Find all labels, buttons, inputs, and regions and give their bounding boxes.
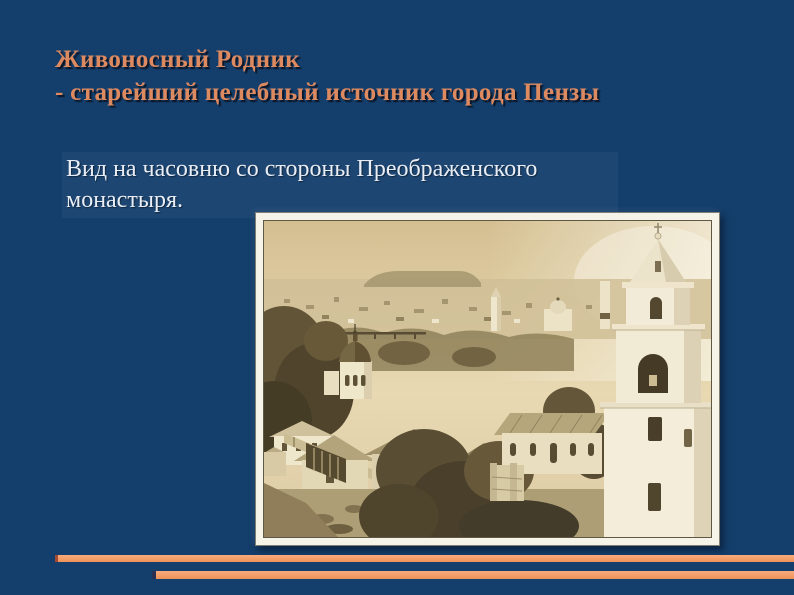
photo-tint [264,221,711,537]
bar-cap [55,555,58,562]
slide-title-line1: Живоносный Родник [55,46,300,73]
decorative-bar-bottom [152,571,794,579]
photo-caption: Вид на часовню со стороны Преображенского монастыря. [62,152,618,218]
bar-cap [152,571,156,579]
photo-frame [255,212,720,546]
historic-photo-illustration [264,221,711,537]
decorative-bar-top [55,555,794,562]
slide-title [55,43,599,109]
slide-title-line2: - старейший целебный источник города Пензы [55,79,600,106]
